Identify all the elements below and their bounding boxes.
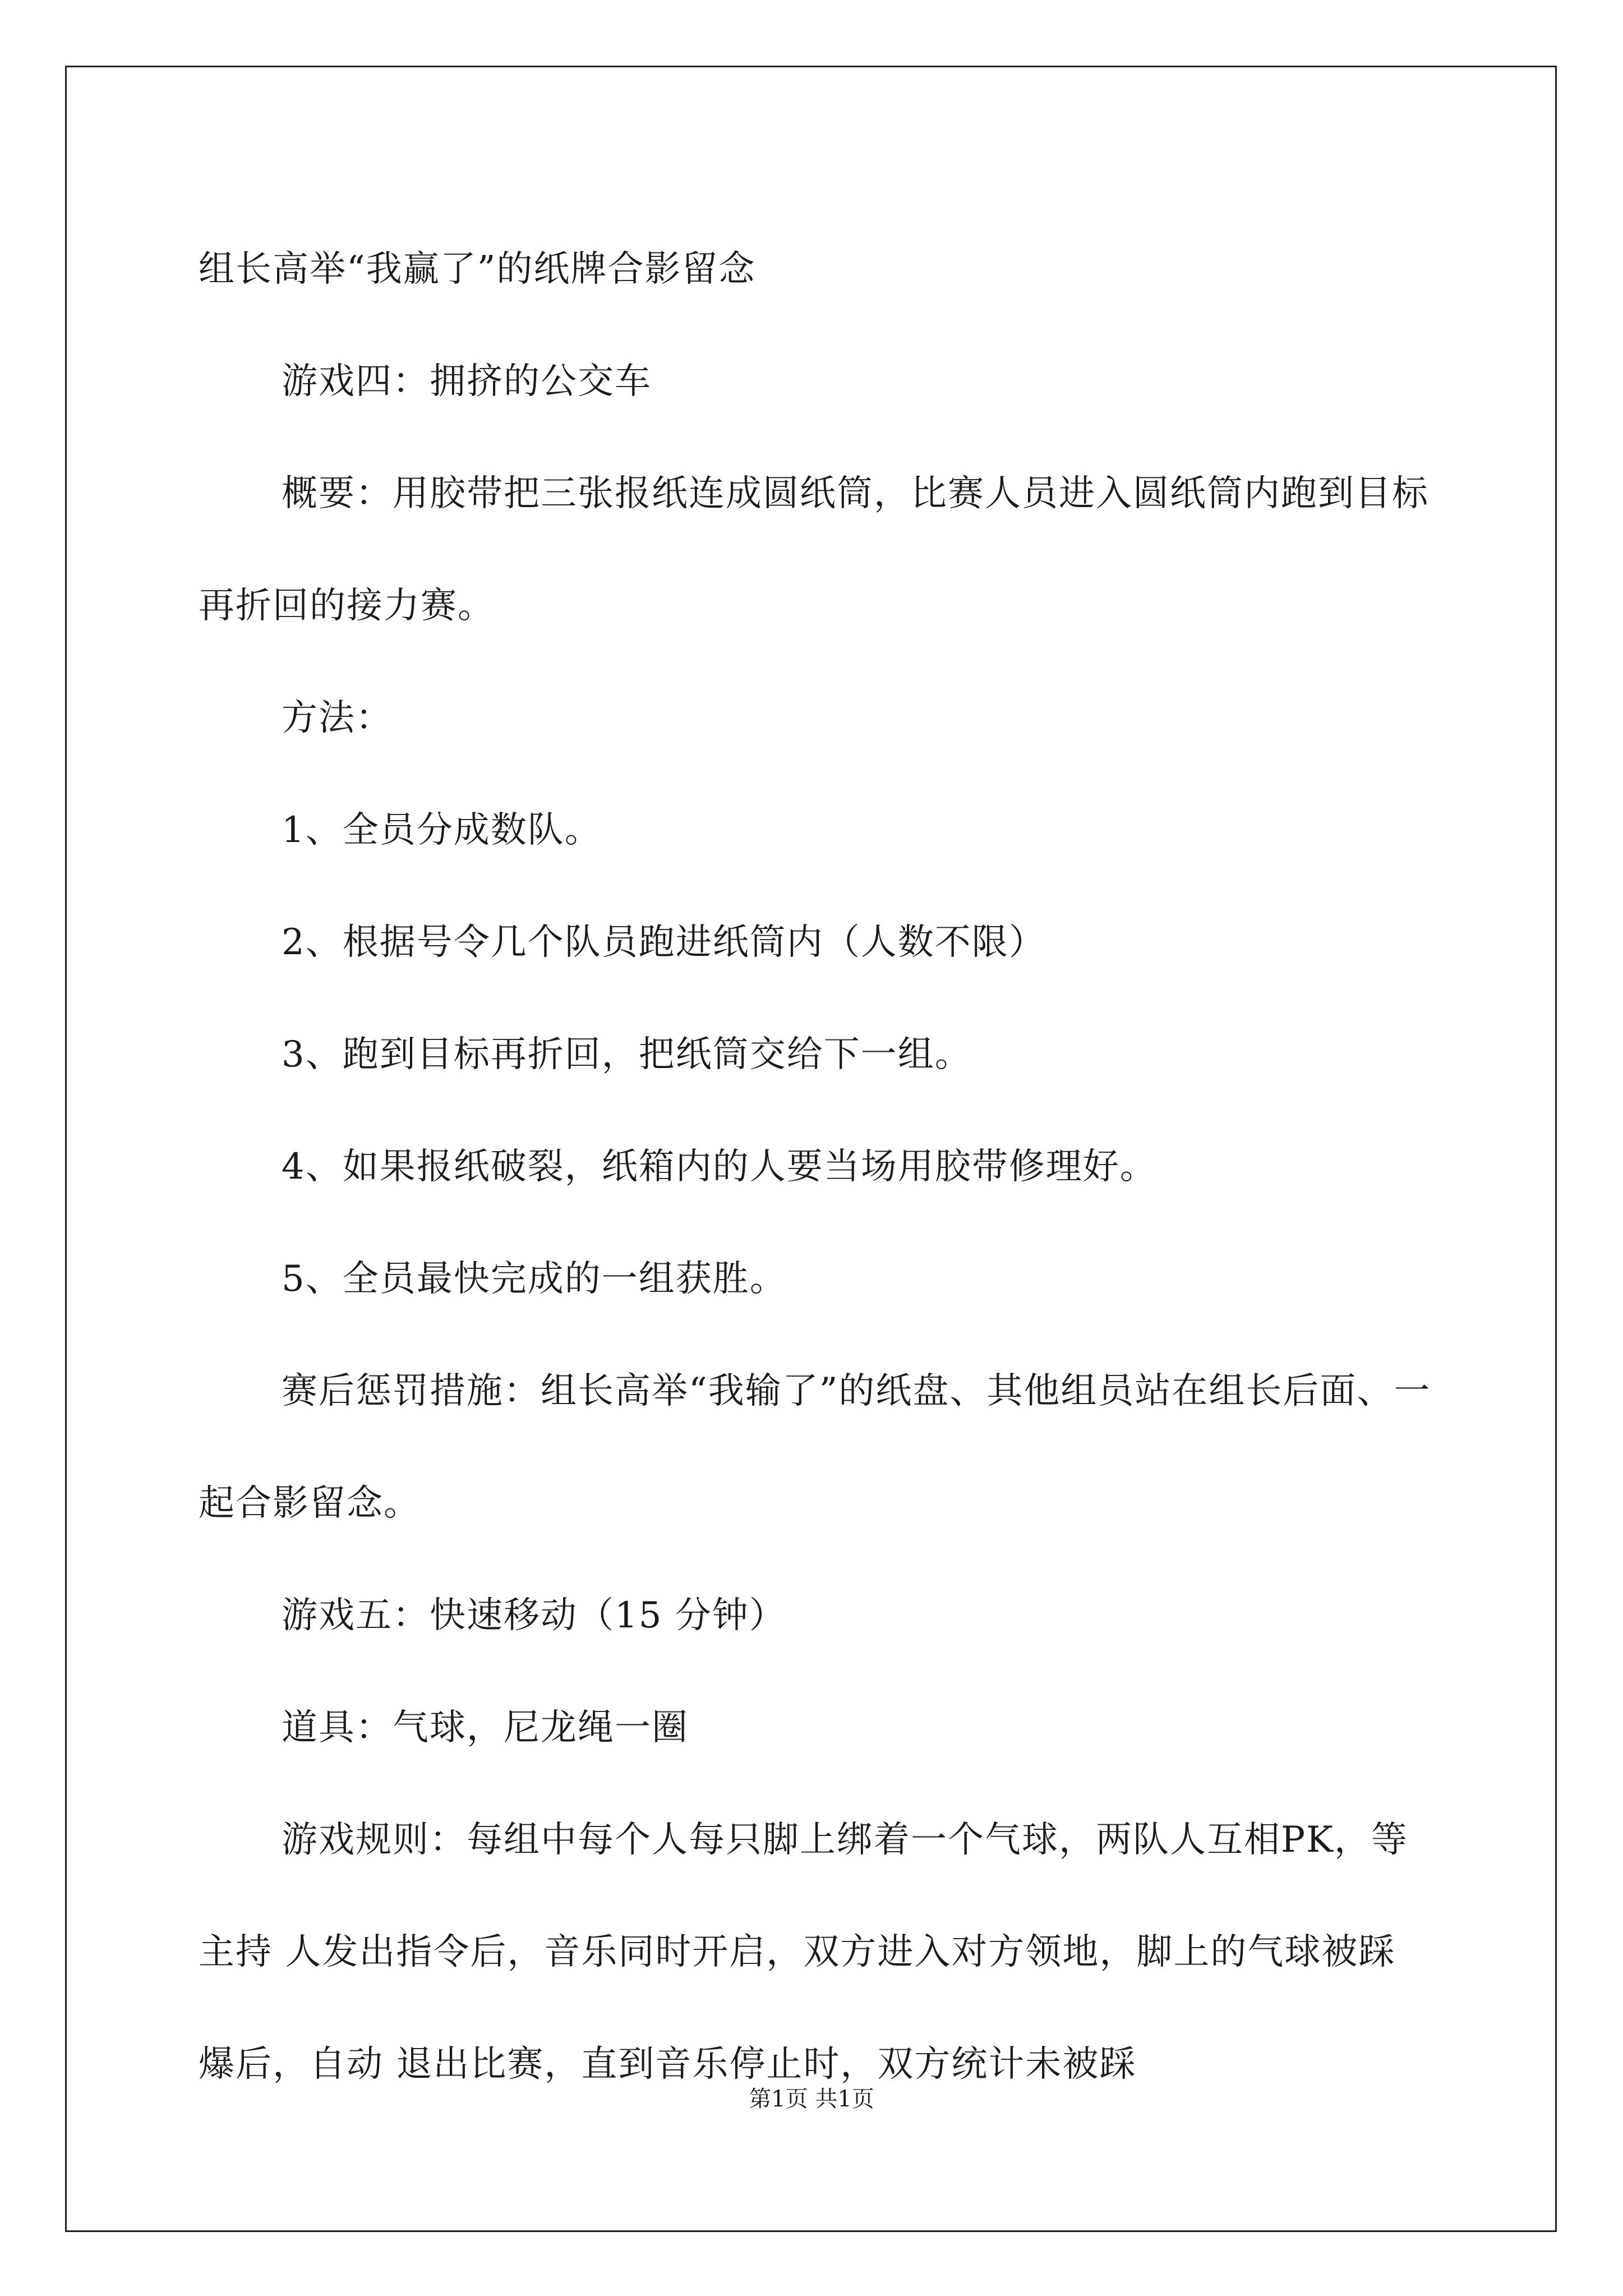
paragraph: 概要：用胶带把三张报纸连成圆纸筒，比赛人员进入圆纸筒内跑到目标再折回的接力赛。 — [199, 473, 1429, 627]
list-item: 4、如果报纸破裂，纸箱内的人要当场用胶带修理好。 — [282, 1146, 1157, 1188]
paragraph: 组长高举“我赢了”的纸牌合影留念 — [199, 249, 756, 290]
list-item: 3、跑到目标再折回，把纸筒交给下一组。 — [282, 1034, 972, 1075]
paragraph: 道具：气球，尼龙绳一圈 — [282, 1707, 689, 1749]
paragraph: 方法： — [282, 697, 393, 739]
page-footer: 第1页 共1页 — [749, 2086, 874, 2112]
paragraph: 赛后惩罚措施：组长高举“我输了”的纸盘、其他组员站在组长后面、一起合影留念。 — [199, 1370, 1431, 1524]
section-heading: 游戏五：快速移动（15 分钟） — [282, 1595, 786, 1636]
paragraph: 游戏规则：每组中每个人每只脚上绑着一个气球，两队人互相PK，等主持 人发出指令后，音乐同时开启，双方进入对方领地，脚上的气球被踩爆后，自动 退出比赛，直到音乐停止时，双方统计未被踩 — [199, 1819, 1408, 2085]
list-item: 5、全员最快完成的一组获胜。 — [282, 1258, 787, 1300]
document-body — [199, 213, 1432, 2120]
section-heading: 游戏四：拥挤的公交车 — [282, 361, 652, 402]
list-item: 2、根据号令几个队员跑进纸筒内（人数不限） — [282, 922, 1046, 963]
list-item: 1、全员分成数队。 — [282, 809, 602, 851]
